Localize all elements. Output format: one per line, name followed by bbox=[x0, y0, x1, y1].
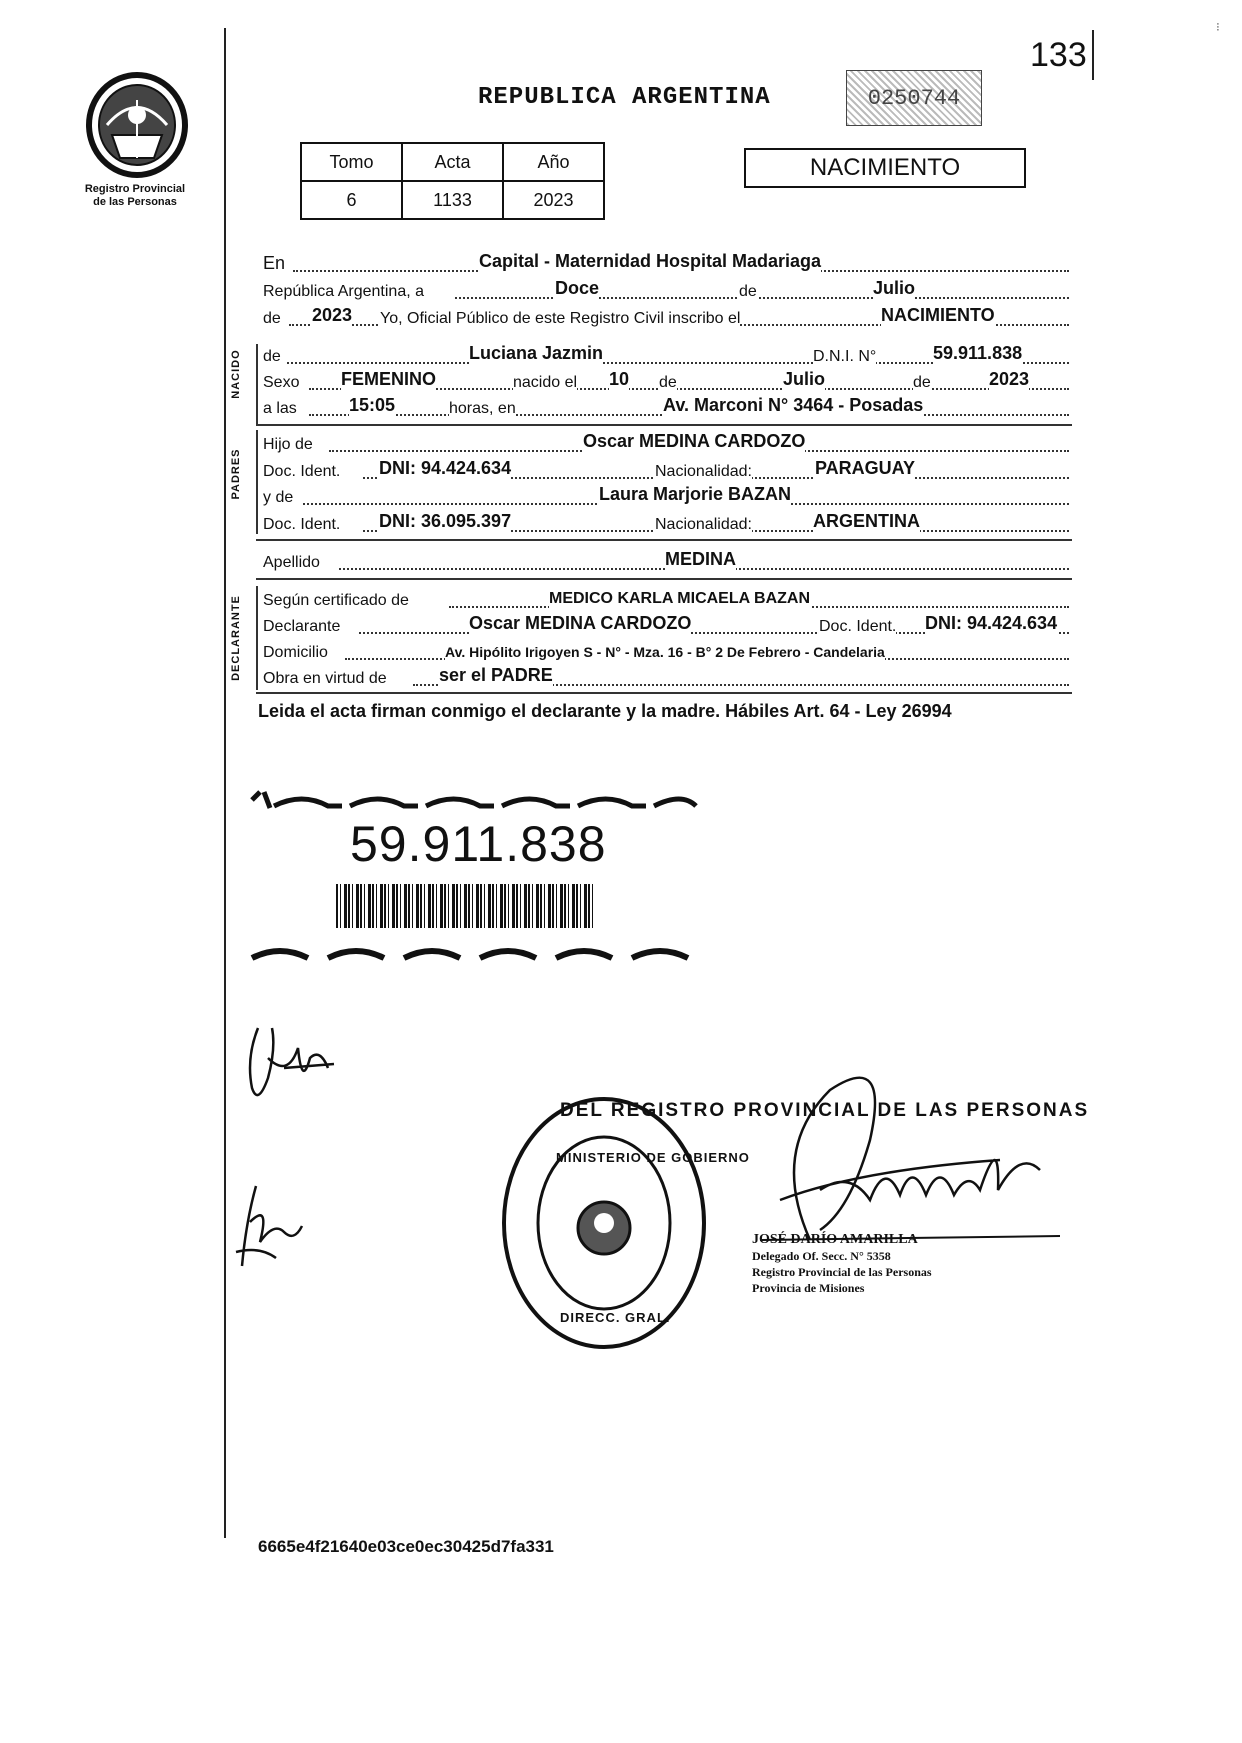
padre-nac-label: Nacionalidad: bbox=[655, 463, 752, 480]
barcode-icon bbox=[336, 884, 594, 928]
horas-en-label: horas, en bbox=[449, 400, 516, 417]
logo-caption-line2: de las Personas bbox=[93, 196, 177, 208]
declarante-doc-label: Doc. Ident. bbox=[819, 618, 897, 635]
anio-header: Año bbox=[503, 143, 604, 181]
declarante-section-bar bbox=[256, 586, 258, 690]
declarante-section-label: DECLARANTE bbox=[230, 595, 242, 681]
logo-caption-line1: Registro Provincial bbox=[84, 183, 186, 195]
row-sexo bbox=[263, 366, 1069, 392]
registry-logo-icon bbox=[82, 70, 192, 180]
dni-large-number: 59.911.838 bbox=[350, 816, 607, 872]
acta-value: 1133 bbox=[402, 181, 503, 219]
padres-bottom-rule bbox=[256, 539, 1072, 541]
row-lugar bbox=[263, 248, 1069, 274]
sexo-label: Sexo bbox=[263, 374, 300, 391]
official-org2: Provincia de Misiones bbox=[752, 1281, 865, 1295]
nacido-lugar: Av. Marconi N° 3464 - Posadas bbox=[663, 395, 924, 415]
obra-value: ser el PADRE bbox=[439, 665, 553, 685]
page-number: 133 bbox=[1030, 36, 1087, 74]
madre-nac-label: Nacionalidad: bbox=[655, 516, 752, 533]
declarante-nombre: Oscar MEDINA CARDOZO bbox=[469, 613, 692, 633]
padre-nacionalidad: PARAGUAY bbox=[815, 458, 916, 478]
nacido-de2-label: de bbox=[913, 374, 931, 391]
row-domicilio bbox=[263, 636, 1069, 662]
madre-doc-label: Doc. Ident. bbox=[263, 516, 341, 533]
nacido-hora: 15:05 bbox=[349, 395, 396, 415]
security-pattern-top-icon bbox=[250, 788, 702, 812]
row-padre bbox=[263, 428, 1069, 454]
madre-doc: DNI: 36.095.397 bbox=[379, 511, 512, 531]
padre-doc: DNI: 94.424.634 bbox=[379, 458, 512, 478]
certificado-label: Según certificado de bbox=[263, 592, 409, 609]
nacido-nombre: Luciana Jazmin bbox=[469, 343, 604, 363]
acta-mes: Julio bbox=[873, 278, 916, 298]
hijo-de-label: Hijo de bbox=[263, 436, 313, 453]
nacido-dia: 10 bbox=[609, 369, 630, 389]
official-signature-icon bbox=[700, 1060, 1060, 1250]
padres-section-bar bbox=[256, 430, 258, 534]
dni-label: D.N.I. N° bbox=[813, 348, 877, 365]
padre-doc-label: Doc. Ident. bbox=[263, 463, 341, 480]
row-apellido bbox=[263, 546, 1069, 572]
nacido-mes: Julio bbox=[783, 369, 826, 389]
nacido-dni: 59.911.838 bbox=[933, 343, 1023, 363]
row-hora bbox=[263, 392, 1069, 418]
corner-mark-icon: ⁝ bbox=[1216, 20, 1220, 34]
apellido-label: Apellido bbox=[263, 554, 320, 571]
nombre-de-label: de bbox=[263, 348, 281, 365]
row-madre bbox=[263, 481, 1069, 507]
apellido-bottom-rule bbox=[256, 578, 1072, 580]
acta-lugar: Capital - Maternidad Hospital Madariaga bbox=[479, 251, 822, 271]
anio-value: 2023 bbox=[503, 181, 604, 219]
logo-caption bbox=[60, 183, 210, 209]
row-certificado bbox=[263, 584, 1069, 610]
document-type-box: NACIMIENTO bbox=[744, 148, 1026, 188]
stamp-left-text: DIRECC. GRAL. bbox=[560, 1310, 671, 1325]
nacido-bottom-rule bbox=[256, 424, 1072, 426]
official-signature-block bbox=[752, 1232, 932, 1296]
official-org1: Registro Provincial de las Personas bbox=[752, 1265, 932, 1279]
document-title: REPUBLICA ARGENTINA bbox=[478, 84, 771, 111]
row-declarante bbox=[263, 610, 1069, 636]
closing-note: Leida el acta firman conmigo el declarante y la madre. Hábiles Art. 64 - Ley 26994 bbox=[258, 701, 952, 721]
de-label: de bbox=[739, 283, 757, 300]
stamp-inner-text: MINISTERIO DE GOBIERNO bbox=[556, 1150, 750, 1165]
declarante-label: Declarante bbox=[263, 618, 341, 635]
padres-section-label: PADRES bbox=[230, 448, 242, 500]
declarante-bottom-rule bbox=[256, 692, 1072, 694]
official-name: JOSÉ DARÍO AMARILLA bbox=[752, 1232, 918, 1247]
row-madre-doc bbox=[263, 508, 1069, 534]
acta-inscribe: NACIMIENTO bbox=[881, 305, 995, 325]
nacido-el-label: nacido el bbox=[513, 374, 578, 391]
page-number-rule bbox=[1092, 30, 1094, 80]
nacido-sexo: FEMENINO bbox=[341, 369, 437, 389]
republica-label: República Argentina, a bbox=[263, 283, 424, 300]
domicilio-value: Av. Hipólito Irigoyen S - N° - Mza. 16 - B° 2 De Febrero - Candelaria bbox=[445, 644, 885, 660]
a-las-label: a las bbox=[263, 400, 297, 417]
acta-anio: 2023 bbox=[312, 305, 353, 325]
domicilio-label: Domicilio bbox=[263, 644, 328, 661]
certificado-value: MEDICO KARLA MICAELA BAZAN bbox=[549, 590, 811, 607]
nacido-section-label: NACIDO bbox=[230, 349, 242, 399]
declarante-doc: DNI: 94.424.634 bbox=[925, 613, 1058, 633]
row-nombre bbox=[263, 340, 1069, 366]
row-fecha-acta bbox=[263, 275, 1069, 301]
madre-nombre: Laura Marjorie BAZAN bbox=[599, 484, 792, 504]
stamp-top-text: DEL REGISTRO PROVINCIAL DE LAS PERSONAS bbox=[560, 1100, 1090, 1121]
nacido-anio: 2023 bbox=[989, 369, 1030, 389]
en-label: En bbox=[263, 253, 286, 273]
oficial-label: Yo, Oficial Público de este Registro Civil inscribo el bbox=[380, 310, 741, 327]
security-pattern-bottom-icon bbox=[250, 940, 702, 964]
de2-label: de bbox=[263, 310, 281, 327]
row-obra bbox=[263, 662, 1069, 688]
registry-table bbox=[300, 142, 605, 220]
padre-nombre: Oscar MEDINA CARDOZO bbox=[583, 431, 806, 451]
tomo-value: 6 bbox=[301, 181, 402, 219]
acta-header: Acta bbox=[402, 143, 503, 181]
obra-label: Obra en virtud de bbox=[263, 670, 387, 687]
mother-signature-icon bbox=[230, 1182, 310, 1272]
nacido-section-bar bbox=[256, 344, 258, 426]
y-de-label: y de bbox=[263, 489, 294, 506]
official-title: Delegado Of. Secc. N° 5358 bbox=[752, 1249, 891, 1263]
security-stamp-number: 0250744 bbox=[846, 70, 982, 126]
left-margin-rule bbox=[224, 28, 226, 1538]
nacido-de-label: de bbox=[659, 374, 677, 391]
declarant-signature-icon bbox=[238, 1018, 338, 1108]
row-padre-doc bbox=[263, 455, 1069, 481]
tomo-header: Tomo bbox=[301, 143, 402, 181]
apellido-value: MEDINA bbox=[665, 549, 736, 569]
acta-dia: Doce bbox=[555, 278, 600, 298]
row-inscripcion bbox=[263, 302, 1069, 328]
madre-nacionalidad: ARGENTINA bbox=[813, 511, 920, 531]
document-hash: 6665e4f21640e03ce0ec30425d7fa331 bbox=[258, 1537, 554, 1556]
